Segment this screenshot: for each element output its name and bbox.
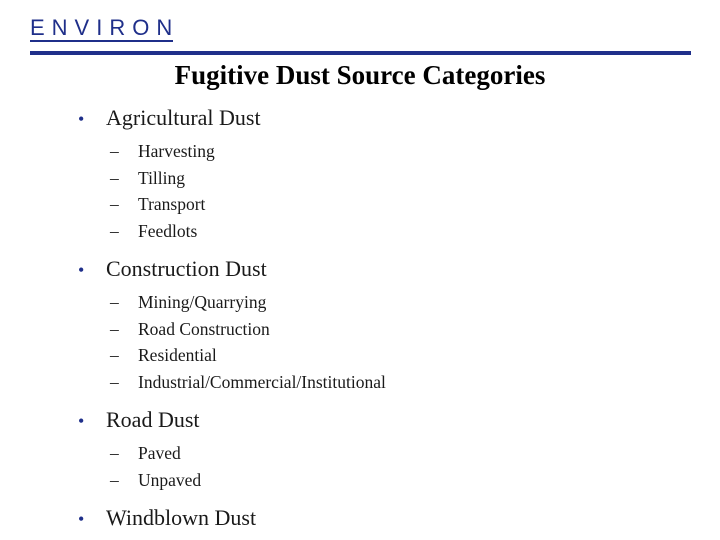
bullet-label: Road Dust (106, 407, 200, 432)
sub-label: Industrial/Commercial/Institutional (138, 371, 386, 392)
sub-label: Unpaved (138, 469, 202, 490)
bullet-label: Agricultural Dust (106, 105, 261, 130)
dash-icon: – (110, 345, 119, 365)
bullet-label: Construction Dust (106, 256, 267, 281)
sub-list (78, 289, 386, 395)
sub-label: Mining/Quarrying (138, 292, 267, 312)
bullet-icon: • (78, 109, 85, 129)
sub-item (78, 289, 386, 316)
sub-list (78, 138, 386, 244)
logo-underline (30, 40, 173, 42)
sub-label: Paved (138, 443, 181, 463)
sub-label: Tilling (138, 167, 186, 188)
dash-icon: – (110, 292, 119, 312)
sub-list (78, 440, 386, 493)
sub-item (78, 191, 386, 218)
bullet-icon: • (78, 509, 85, 529)
dash-icon: – (110, 469, 119, 490)
sub-label: Residential (138, 345, 217, 365)
dash-icon: – (110, 220, 119, 241)
sub-label: Feedlots (138, 220, 198, 241)
bullet-list (78, 103, 386, 534)
sub-label: Transport (138, 194, 206, 214)
environ-logo (30, 17, 179, 43)
sub-item (78, 342, 386, 369)
sub-item (78, 218, 386, 245)
sub-label: Road Construction (138, 318, 270, 339)
bullet-item (78, 103, 386, 134)
dash-icon: – (110, 167, 119, 188)
bullet-label: Windblown Dust (106, 505, 257, 530)
sub-item (78, 316, 386, 343)
dash-icon: – (110, 371, 119, 392)
dash-icon: – (110, 194, 119, 214)
sub-item (78, 369, 386, 396)
header-rule (30, 51, 691, 55)
bullet-icon: • (78, 260, 85, 280)
dash-icon: – (110, 318, 119, 339)
bullet-item (78, 503, 386, 534)
dash-icon: – (110, 141, 119, 161)
sub-label: Harvesting (138, 141, 215, 161)
dash-icon: – (110, 443, 119, 463)
sub-item (78, 138, 386, 165)
bullet-item (78, 254, 386, 285)
slide-title: Fugitive Dust Source Categories (174, 60, 546, 90)
logo-text: ENVIRON (30, 15, 180, 40)
sub-item (78, 467, 386, 494)
bullet-item (78, 405, 386, 436)
sub-item (78, 165, 386, 192)
sub-item (78, 440, 386, 467)
bullet-icon: • (78, 411, 85, 431)
